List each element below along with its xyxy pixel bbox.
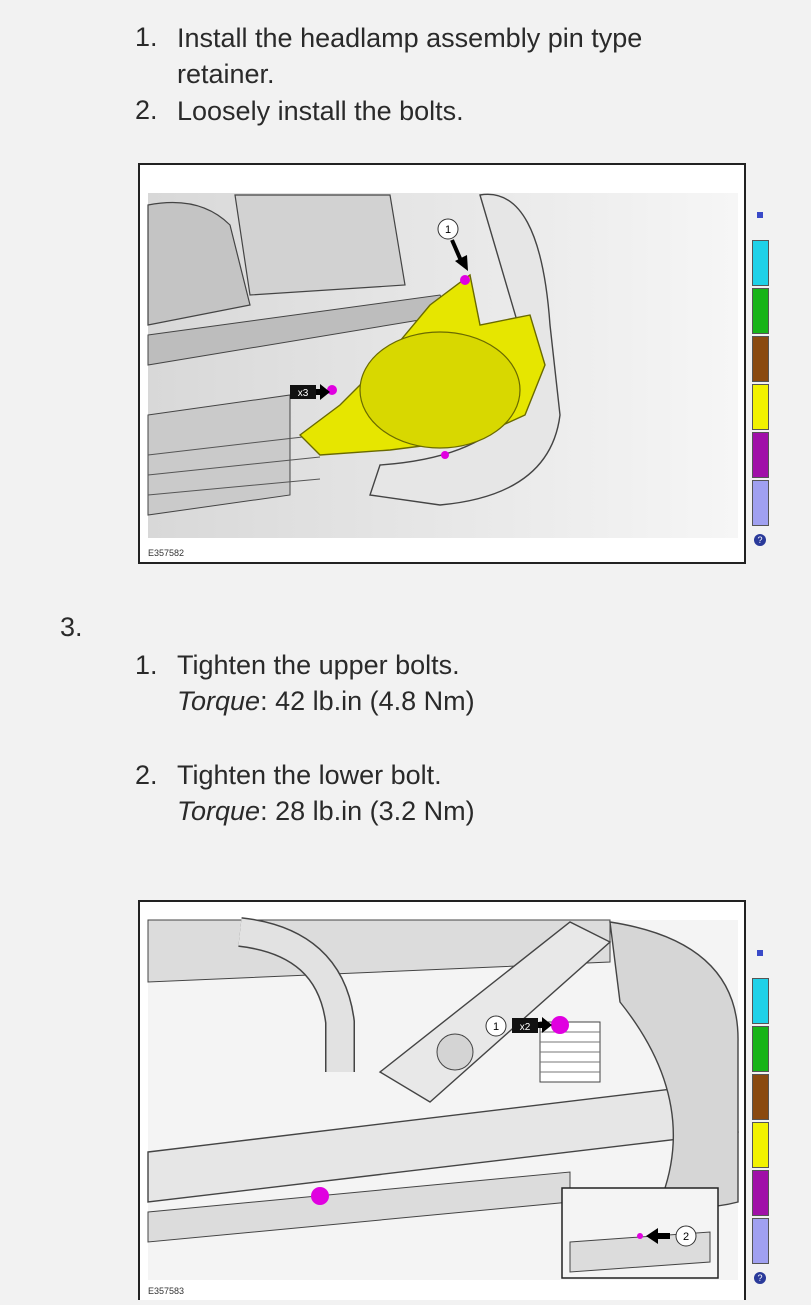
torque-spec [177, 683, 475, 719]
instruction-text [177, 757, 475, 829]
instruction-text: Loosely install the bolts. [177, 96, 464, 126]
swatch-brown [752, 336, 769, 382]
swatch-cyan [752, 240, 769, 286]
swatch-cyan [752, 978, 769, 1024]
color-palette [752, 950, 769, 1284]
instruction-text [177, 20, 642, 92]
swatch-green [752, 288, 769, 334]
instruction-line: Tighten the lower bolt. [177, 760, 442, 790]
swatch-lavender [752, 480, 769, 526]
figure-id: E357583 [148, 1286, 185, 1296]
headlamp-illustration [140, 165, 744, 562]
callout-2: 2 [682, 1231, 690, 1243]
quantity-label: x3 [297, 388, 309, 399]
swatch-purple [752, 432, 769, 478]
help-icon[interactable]: ? [754, 1272, 766, 1284]
item-number: 1. [135, 650, 158, 680]
instruction-line: retainer. [177, 59, 275, 89]
palette-marker [757, 950, 763, 956]
torque-label: Torque [177, 686, 261, 716]
swatch-yellow [752, 1122, 769, 1168]
torque-value: : 28 lb.in (3.2 Nm) [260, 796, 475, 826]
swatch-lavender [752, 1218, 769, 1264]
quantity-label: x2 [519, 1022, 531, 1033]
callout-1: 1 [492, 1021, 500, 1033]
figure-bolt-tighten [138, 900, 746, 1300]
item-number: 1. [135, 22, 158, 52]
item-number: 2. [135, 95, 158, 125]
callout-1: 1 [444, 224, 452, 236]
torque-value: : 42 lb.in (4.8 Nm) [260, 686, 475, 716]
step-number: 3. [60, 612, 83, 642]
instruction-text [177, 647, 475, 719]
help-icon[interactable]: ? [754, 534, 766, 546]
color-palette [752, 212, 769, 546]
swatch-brown [752, 1074, 769, 1120]
item-number: 2. [135, 760, 158, 790]
swatch-yellow [752, 384, 769, 430]
torque-label: Torque [177, 796, 261, 826]
torque-spec [177, 793, 475, 829]
figure-id: E357582 [148, 548, 185, 558]
swatch-green [752, 1026, 769, 1072]
swatch-purple [752, 1170, 769, 1216]
instruction-line: Tighten the upper bolts. [177, 650, 460, 680]
bolt-illustration [140, 902, 744, 1300]
palette-marker [757, 212, 763, 218]
figure-headlamp-install [138, 163, 746, 564]
instruction-line: Install the headlamp assembly pin type [177, 23, 643, 53]
